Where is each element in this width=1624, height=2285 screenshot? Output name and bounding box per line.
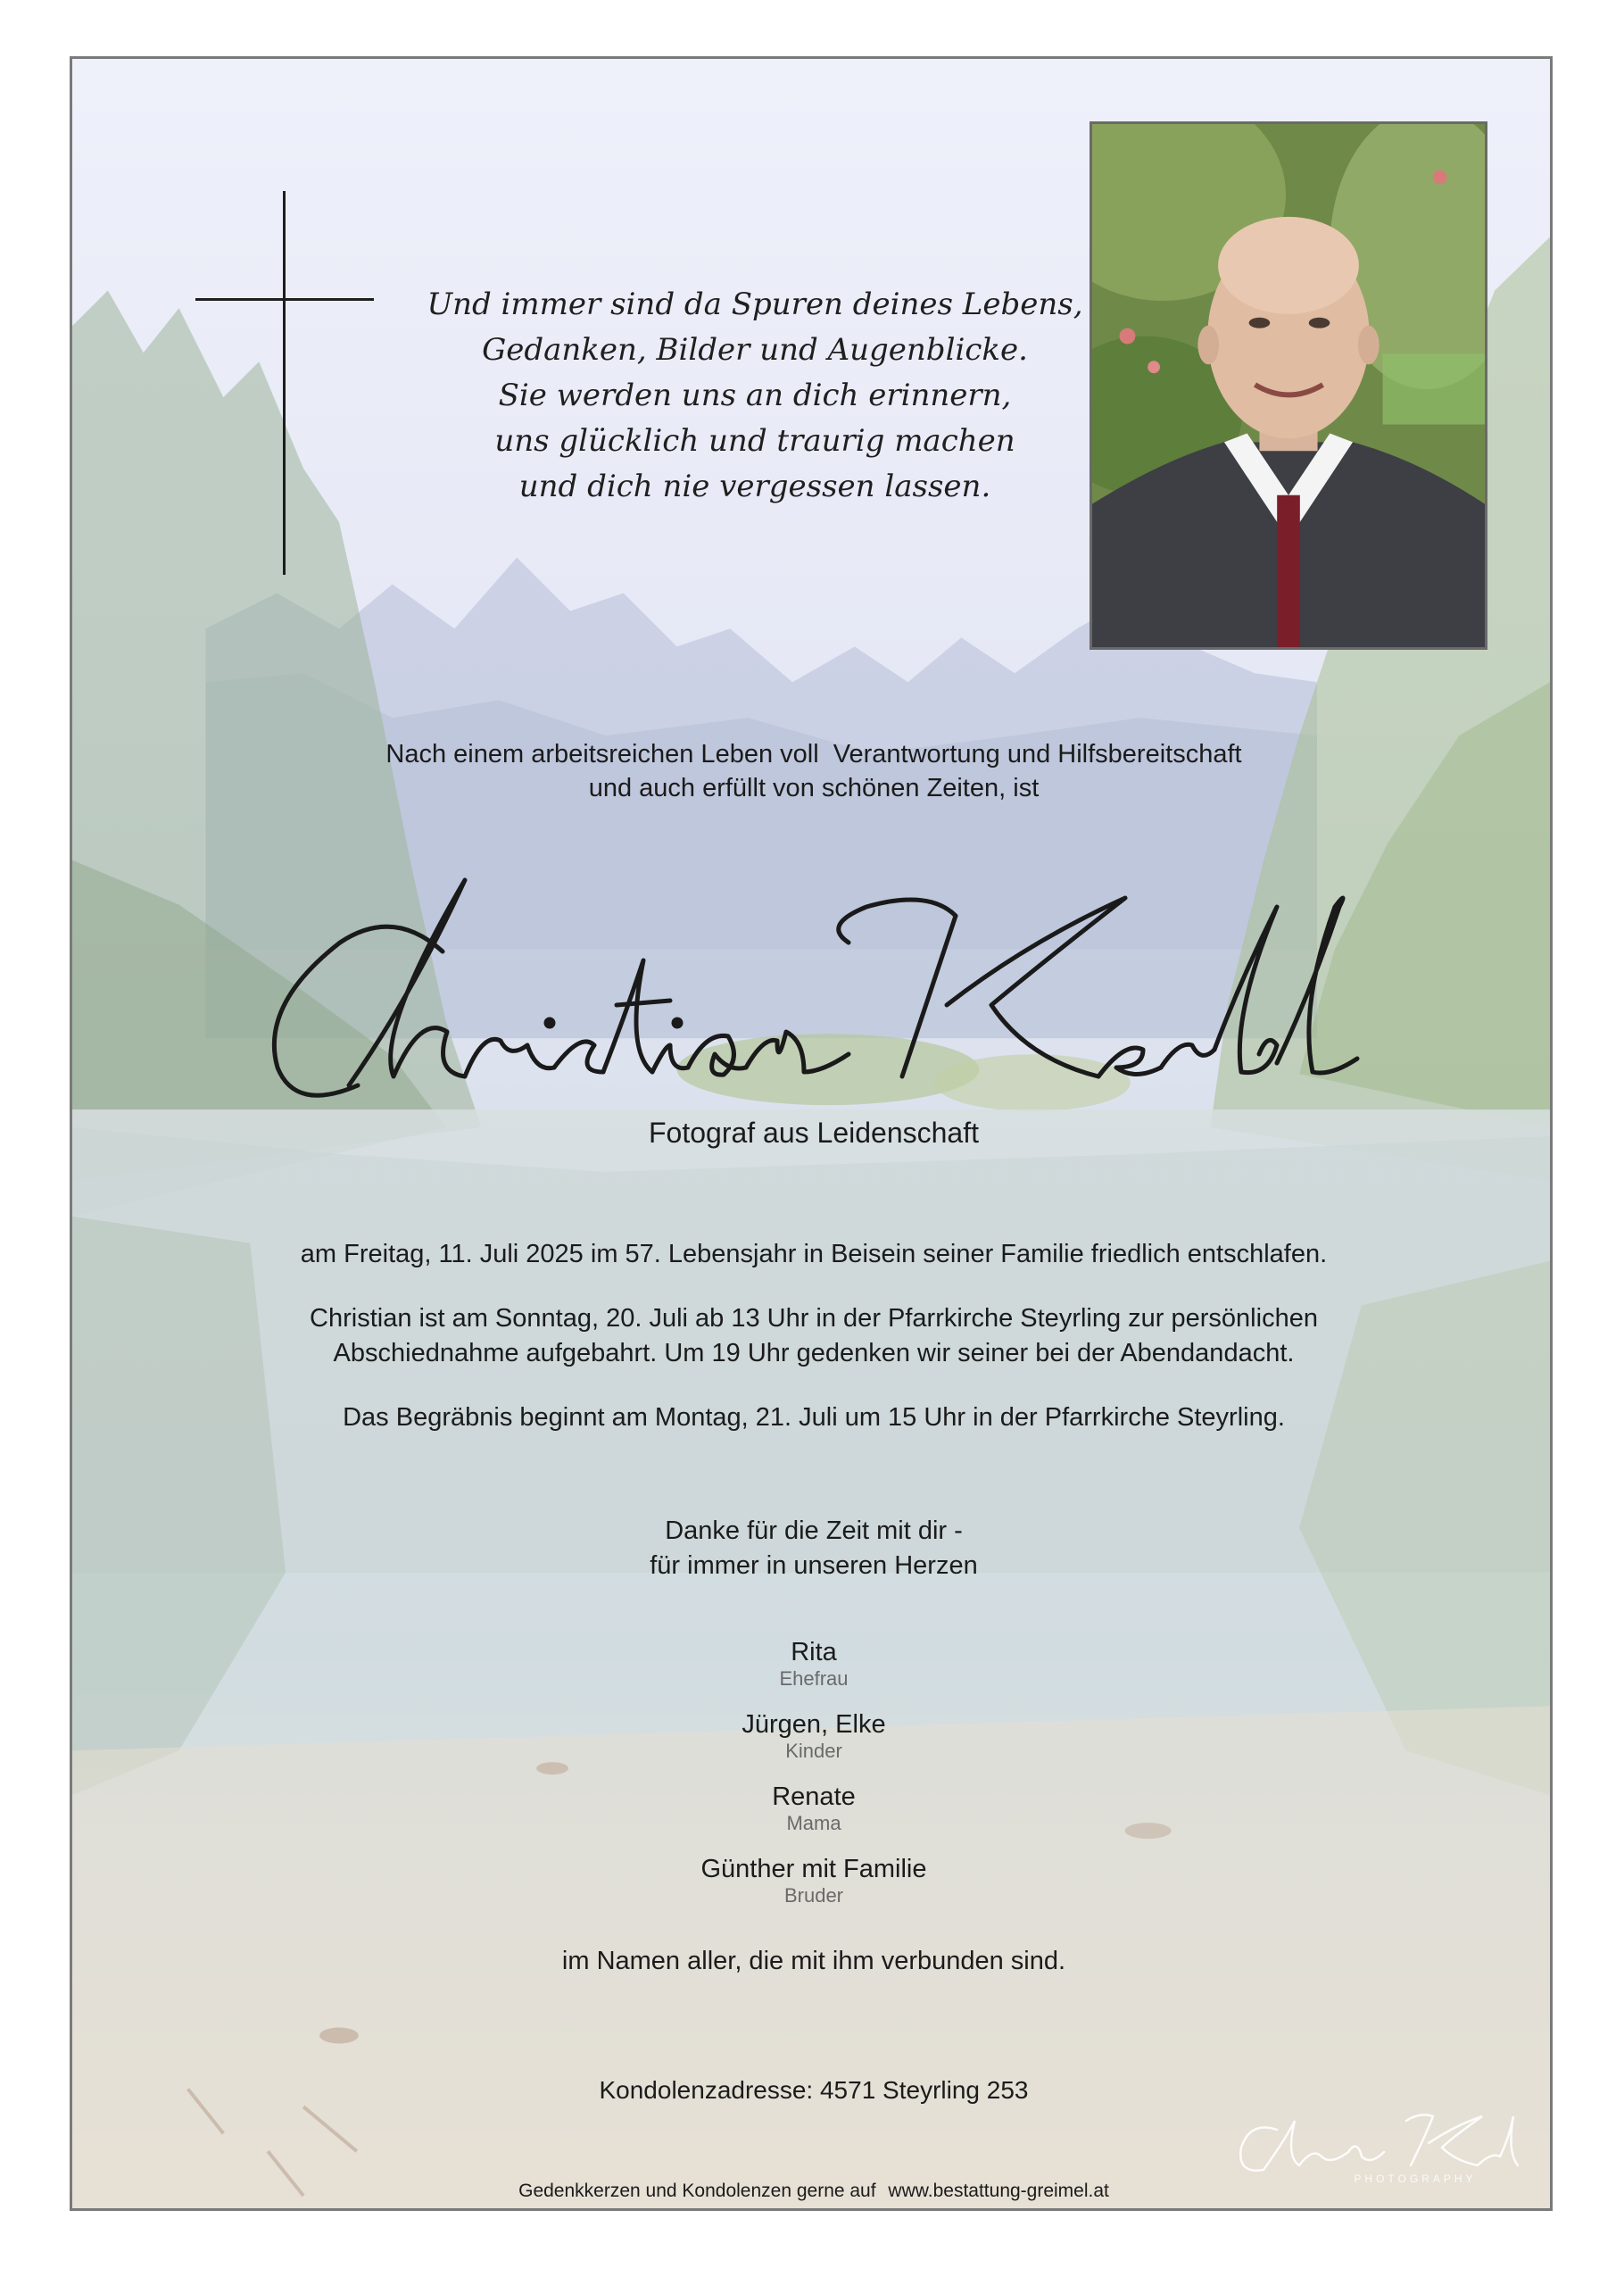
condolence-address: Kondolenzadresse: 4571 Steyrling 253: [599, 2076, 1029, 2104]
cross-icon: [195, 191, 374, 575]
poem-line: Gedanken, Bilder und Augenblicke.: [482, 332, 1028, 368]
closing-text: im Namen aller, die mit ihm verbunden sind.: [561, 1947, 1066, 1975]
family-member-role: Bruder: [783, 1884, 844, 1907]
farewell-line: Abschiednahme aufgebahrt. Um 19 Uhr gedenken wir seiner bei der Abendandacht.: [333, 1339, 1295, 1367]
intro-line: Nach einem arbeitsreichen Leben voll Verantwortung und Hilfsbereitschaft: [385, 740, 1242, 769]
family-member-name: Günther mit Familie: [700, 1855, 927, 1883]
poem-line: Und immer sind da Spuren deines Lebens,: [427, 287, 1083, 322]
footer: [206, 2179, 1421, 2204]
portrait-photo: [1090, 121, 1487, 650]
funeral-info: Das Begräbnis beginnt am Montag, 21. Juli um 15 Uhr in der Pfarrkirche Steyrling.: [343, 1403, 1285, 1432]
watermark-label: PHOTOGRAPHY: [1354, 2173, 1477, 2185]
footer-url[interactable]: www.bestattung-greimel.at: [888, 2181, 1109, 2201]
farewell-line: Christian ist am Sonntag, 20. Juli ab 13 Uhr in der Pfarrkirche Steyrling zur persönlichen: [310, 1304, 1318, 1333]
poem-line: uns glücklich und traurig machen: [494, 423, 1015, 459]
family-member: [518, 1709, 1109, 1763]
memorial-poem: [411, 282, 1098, 510]
poem-line: und dich nie vergessen lassen.: [518, 469, 991, 504]
family-member-role: Mama: [786, 1812, 841, 1834]
family-member-role: Kinder: [785, 1740, 842, 1762]
intro-line: und auch erfüllt von schönen Zeiten, ist: [588, 774, 1040, 802]
thanks-line: Danke für die Zeit mit dir -: [665, 1516, 963, 1545]
thanks-text: [340, 1514, 1288, 1583]
obituary-card: [70, 56, 1553, 2211]
family-member: [518, 1782, 1109, 1835]
family-member-name: Jürgen, Elke: [742, 1710, 886, 1739]
thanks-line: für immer in unseren Herzen: [650, 1551, 978, 1580]
family-member-name: Rita: [791, 1638, 837, 1666]
family-member-role: Ehefrau: [779, 1667, 849, 1690]
deceased-name: [242, 853, 1402, 1157]
footer-text: Gedenkkerzen und Kondolenzen gerne auf: [518, 2181, 876, 2201]
family-member-name: Renate: [772, 1782, 856, 1811]
family-member: [518, 1637, 1109, 1691]
poem-line: Sie werden uns an dich erinnern,: [498, 378, 1012, 413]
farewell-info: [179, 1301, 1448, 1371]
occupation-subtitle: Fotograf aus Leidenschaft: [648, 1117, 979, 1149]
death-announcement: am Freitag, 11. Juli 2025 im 57. Lebensjahr in Beisein seiner Familie friedlich entschlafen.: [300, 1240, 1328, 1268]
family-member: [518, 1854, 1109, 1907]
intro-text: [206, 737, 1421, 805]
